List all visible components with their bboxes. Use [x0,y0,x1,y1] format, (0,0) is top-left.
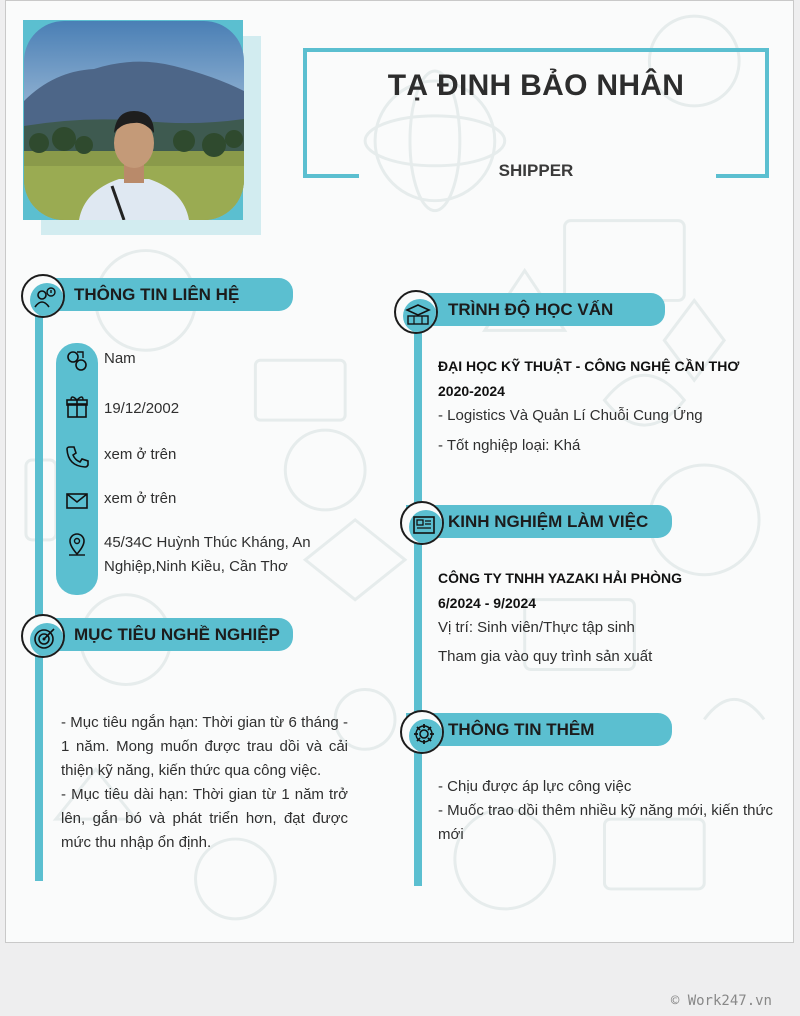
experience-description: Tham gia vào quy trình sản xuất [438,648,653,665]
career-goal-text [61,711,348,855]
candidate-name: TẠ ĐINH BẢO NHÂN [387,69,685,102]
target-icon [32,625,58,651]
name-frame [303,48,769,178]
experience-position: Vị trí: Sinh viên/Thực tập sinh [438,619,635,636]
additional-section-badge [400,710,444,754]
gift-icon [64,394,90,420]
right-timeline [414,316,422,886]
contact-heading: THÔNG TIN LIÊN HỆ [74,285,240,304]
education-major: - Logistics Và Quản Lí Chuỗi Cung Ứng [438,407,703,424]
additional-item-1: - Chịu được áp lực công việc [438,778,632,795]
education-school: ĐẠI HỌC KỸ THUẬT - CÔNG NGHỆ CẦN THƠ [438,358,740,374]
email-value: xem ở trên [104,490,177,507]
newspaper-icon [411,512,437,538]
phone-value: xem ở trên [104,446,177,463]
career-goal-section-badge [21,614,65,658]
experience-heading: KINH NGHIỆM LÀM VIỆC [448,512,649,531]
contact-section-badge [21,274,65,318]
experience-period: 6/2024 - 9/2024 [438,595,537,611]
gear-icon [411,721,437,747]
education-heading: TRÌNH ĐỘ HỌC VẤN [448,300,614,319]
gender-value: Nam [104,350,136,367]
education-heading-bar [406,293,665,326]
location-icon [64,532,90,558]
birthday-value: 19/12/2002 [104,400,180,417]
gender-icon [64,348,90,374]
long-term-goal: - Mục tiêu dài hạn: Thời gian từ 1 năm trở lên, gắn bó và phát triển hơn, đạt được mức thu nhập ổn định. [61,786,348,851]
education-grade: - Tốt nghiệp loại: Khá [438,437,581,454]
career-goal-heading-bar [32,618,293,651]
left-timeline [35,301,43,881]
contact-heading-bar [32,278,293,311]
education-section-badge [394,290,438,334]
cv-page [5,0,794,943]
additional-heading: THÔNG TIN THÊM [448,720,595,739]
job-title: SHIPPER [498,161,574,180]
additional-item-2: - Muốc trao dồi thêm nhiều kỹ năng mới, kiến thức mới [438,802,774,843]
experience-section-badge [400,501,444,545]
profile-photo [24,21,244,220]
email-icon [64,488,90,514]
phone-icon [64,444,90,470]
short-term-goal: - Mục tiêu ngắn hạn: Thời gian từ 6 tháng - 1 năm. Mong muốn được trau dồi và cải thiện kỹ năng, kiến thức qua công việc. [61,714,348,779]
contact-person-icon [32,285,58,311]
career-goal-heading: MỤC TIÊU NGHỀ NGHIỆP [74,625,280,644]
additional-heading-bar [406,713,672,746]
experience-company: CÔNG TY TNHH YAZAKI HẢI PHÒNG [438,570,682,586]
education-period: 2020-2024 [438,383,505,399]
experience-heading-bar [406,505,672,538]
footer-credit: © Work247.vn [670,993,772,1009]
address-value: 45/34C Huỳnh Thúc Kháng, An Nghiệp,Ninh Kiều, Cần Thơ [104,534,311,575]
graduation-icon [405,301,431,327]
